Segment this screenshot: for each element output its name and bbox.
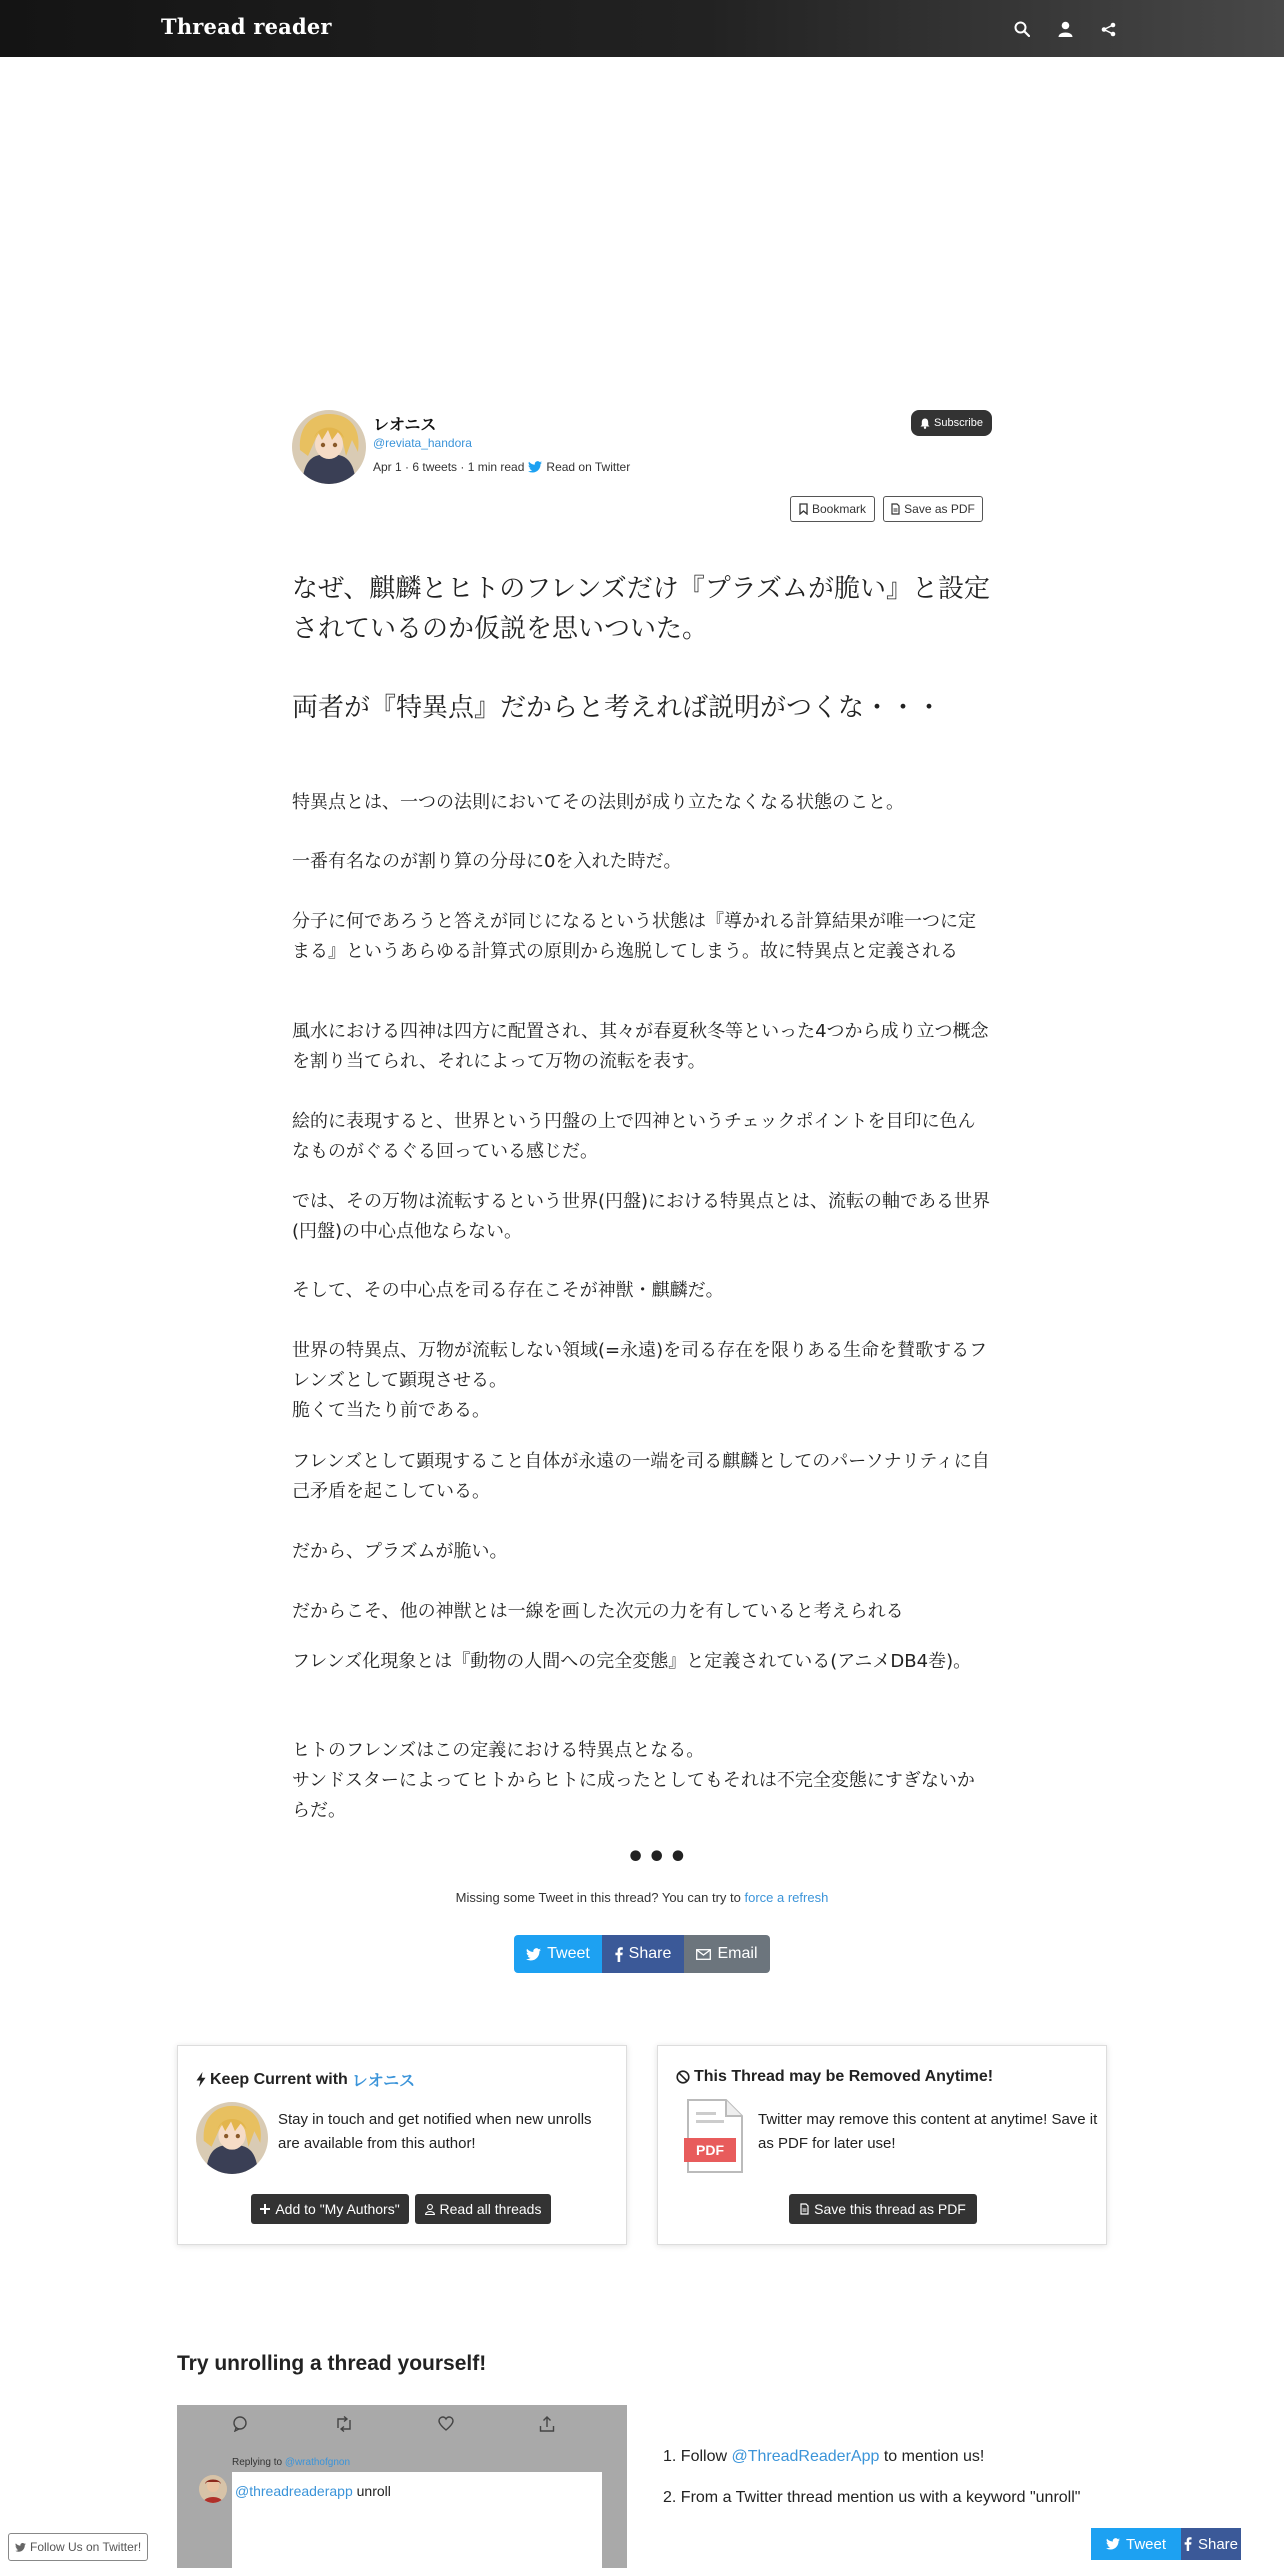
thread-meta (373, 460, 630, 474)
subscribe-button[interactable] (911, 410, 992, 436)
tweet-6-para-1: フレンズ化現象とは『動物の人間への完全変態』と定義されている(アニメDB4巻)。 (292, 1651, 972, 1672)
demo-reply-text (235, 2483, 391, 2499)
keep-current-text: Stay in touch and get notified when new unrolls are available from this author! (278, 2111, 592, 2152)
search-icon[interactable] (1011, 18, 1033, 40)
thread-removal-card (657, 2045, 1107, 2245)
keep-current-card (177, 2045, 627, 2245)
tweet-4-para-1: では、その万物は流転するという世界(円盤)における特異点とは、流転の軸である世界(円盤)の中心点他ならない。 (292, 1191, 991, 1242)
missing-tweet-notice (292, 1890, 992, 1905)
tweet-3-para-1: 風水における四神は四方に配置され、其々が春夏秋冬等といった4つから成り立つ概念を割り当てられ、それによって万物の流転を表す。 (292, 1021, 989, 1072)
pdf-document-icon (682, 2098, 746, 2174)
thread-removal-title (676, 2068, 993, 2086)
share-button-group (514, 1935, 770, 1973)
demo-mention-word: unroll (356, 2483, 391, 2499)
email-share-button[interactable] (684, 1935, 770, 1973)
thread-removal-title-text: This Thread may be Removed Anytime! (694, 2068, 994, 2085)
replying-to-handle: @wrathofgnon (284, 2457, 351, 2468)
envelope-icon (696, 1949, 711, 1960)
pdf-badge-label: PDF (696, 2142, 724, 2158)
keep-current-prefix: Keep Current with (210, 2070, 348, 2088)
author-handle[interactable]: @reviata_handora (373, 436, 472, 450)
tweet-6-para-3: サンドスターによってヒトからヒトに成ったとしてもそれは不完全変態にすぎないからだ。 (292, 1770, 975, 1821)
pdf-file-icon (800, 2203, 809, 2215)
bolt-icon (196, 2072, 206, 2087)
read-all-threads-button[interactable] (415, 2194, 551, 2224)
thread-removal-text: Twitter may remove this content at anytime! Save it as PDF for later use! (758, 2111, 1098, 2152)
read-on-twitter-link[interactable]: Read on Twitter (546, 460, 631, 474)
facebook-share-button[interactable] (602, 1935, 684, 1973)
tweet-2-para-1: 特異点とは、一つの法則においてその法則が成り立たなくなる状態のこと。 (292, 792, 904, 813)
unroll-step-1-prefix: 1. Follow (663, 2448, 728, 2465)
threadreaderapp-link[interactable]: @ThreadReaderApp (731, 2448, 880, 2465)
tweet-label: Tweet (547, 1945, 590, 1962)
author-name[interactable]: レオニス (373, 415, 437, 434)
share-label: Share (628, 1945, 672, 1962)
user-icon (425, 2204, 435, 2215)
add-to-my-authors-button[interactable] (251, 2194, 409, 2224)
twitter-bird-icon (1106, 2538, 1120, 2550)
add-to-my-authors-label: Add to "My Authors" (275, 2201, 400, 2217)
brand-logo[interactable]: Thread reader (161, 14, 332, 39)
bookmark-label: Bookmark (811, 502, 867, 516)
missing-tweet-text: Missing some Tweet in this thread? You can try to (455, 1890, 741, 1905)
facebook-icon (615, 1947, 623, 1962)
footer-share-label: Share (1197, 2535, 1239, 2553)
facebook-icon (1184, 2537, 1192, 2551)
upload-share-icon (539, 2416, 555, 2432)
twitter-bird-icon (528, 461, 542, 473)
heart-icon (438, 2416, 454, 2431)
replying-to-line (232, 2457, 350, 2468)
twitter-bird-icon (526, 1948, 541, 1961)
follow-us-label: Follow Us on Twitter! (30, 2540, 142, 2554)
plus-icon (260, 2204, 270, 2214)
unroll-step-2: 2. From a Twitter thread mention us with a keyword "unroll" (663, 2489, 1081, 2506)
tweet-5-para-3: だからこそ、他の神獣とは一線を画した次元の力を有していると考えられる (292, 1601, 904, 1622)
tweet-5-para-1: フレンズとして顕現すること自体が永遠の一端を司る麒麟としてのパーソナリティに自己矛盾を起こしている。 (292, 1451, 990, 1502)
bookmark-button[interactable] (790, 496, 875, 522)
save-pdf-label: Save as PDF (904, 502, 975, 516)
share-icon[interactable] (1097, 18, 1119, 40)
author-avatar[interactable] (292, 410, 366, 484)
keep-current-title (196, 2068, 415, 2091)
retweet-icon (335, 2416, 353, 2432)
thread-meta-text: Apr 1 · 6 tweets · 1 min read (373, 460, 525, 474)
save-thread-pdf-label: Save this thread as PDF (814, 2201, 966, 2217)
pdf-file-icon (891, 503, 900, 515)
reply-bubble-icon (232, 2416, 248, 2432)
bell-icon (920, 418, 930, 429)
footer-tweet-button[interactable] (1091, 2528, 1181, 2560)
tweet-2-para-3: 分子に何であろうと答えが同じになるという状態は『導かれる計算結果が唯一つに定まる』というあらゆる計算式の原則から逸脱してしまう。故に特異点と定義される (292, 911, 976, 962)
thread-end-ellipsis: ••• (626, 1840, 690, 1875)
twitter-bird-icon (15, 2543, 26, 2552)
unroll-demo-illustration (177, 2405, 627, 2568)
unroll-step-1-suffix: to mention us! (883, 2448, 985, 2465)
replying-to-prefix: Replying to (232, 2457, 283, 2468)
tweet-2-para-2: 一番有名なのが割り算の分母に0を入れた時だ。 (292, 851, 682, 872)
subscribe-label: Subscribe (934, 417, 983, 429)
tweet-3-para-2: 絵的に表現すると、世界という円盤の上で四神というチェックポイントを目印に色んなものがぐるぐる回っている感じだ。 (292, 1111, 976, 1162)
demo-mention-handle: @threadreaderapp (235, 2483, 353, 2499)
footer-facebook-share-button[interactable] (1181, 2528, 1241, 2560)
user-icon[interactable] (1054, 18, 1076, 40)
tweet-4-para-2: そして、その中心点を司る存在こそが神獣・麒麟だ。 (292, 1280, 724, 1301)
save-pdf-button[interactable] (883, 496, 983, 522)
tweet-6-para-2: ヒトのフレンズはこの定義における特異点となる。 (292, 1740, 705, 1761)
follow-us-button[interactable] (8, 2533, 148, 2561)
ban-icon (676, 2070, 690, 2084)
force-refresh-link[interactable]: force a refresh (744, 1890, 829, 1905)
tweet-1-line-1: なぜ、麒麟とヒトのフレンズだけ『プラズムが脆い』と設定されているのか仮説を思いついた。 (292, 574, 990, 644)
tweet-share-button[interactable] (514, 1935, 602, 1973)
tweet-5-para-2: だから、プラズムが脆い。 (292, 1541, 508, 1562)
read-all-threads-label: Read all threads (439, 2201, 542, 2217)
bookmark-icon (799, 503, 808, 515)
unroll-step-1 (663, 2448, 984, 2466)
save-thread-pdf-button[interactable] (789, 2194, 977, 2224)
tweet-4-para-4: 脆くて当たり前である。 (292, 1400, 490, 1421)
card-author-avatar[interactable] (196, 2102, 268, 2174)
top-navbar (0, 0, 1284, 57)
tweet-1-line-2: 両者が『特異点』だからと考えれば説明がつくな・・・ (292, 693, 943, 723)
tweet-4-para-3: 世界の特異点、万物が流転しない領域(=永遠)を司る存在を限りある生命を賛歌するフレンズとして顕現させる。 (292, 1340, 988, 1391)
keep-current-author-link[interactable]: レオニス (351, 2073, 416, 2090)
email-label: Email (717, 1945, 758, 1962)
demo-user-avatar (199, 2475, 227, 2503)
try-unrolling-heading: Try unrolling a thread yourself! (177, 2352, 487, 2375)
footer-tweet-label: Tweet (1125, 2535, 1167, 2553)
